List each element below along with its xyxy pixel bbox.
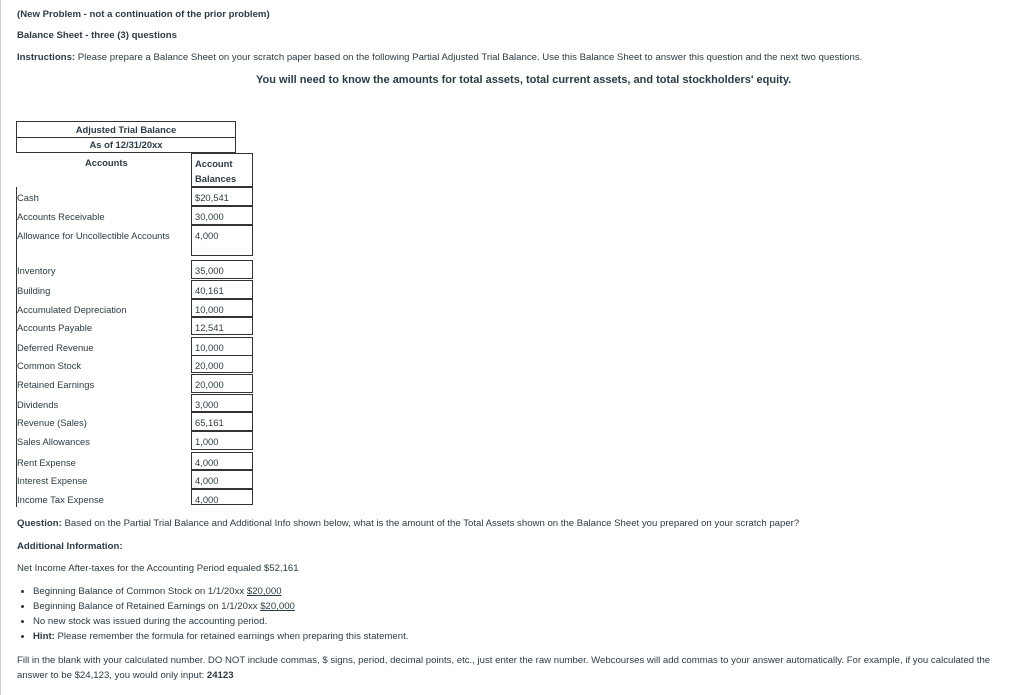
balances-header-line1: Account xyxy=(195,158,233,169)
account-balance: 10,000 xyxy=(191,299,253,317)
account-balance: 12,541 xyxy=(191,317,253,335)
account-name: Retained Earnings xyxy=(17,379,95,390)
account-balance: $20,541 xyxy=(191,187,253,206)
trial-balance-date: As of 12/31/20xx xyxy=(89,139,163,150)
account-name: Allowance for Uncollectible Accounts xyxy=(17,230,170,241)
account-name: Inventory xyxy=(17,265,56,276)
account-balance: 20,000 xyxy=(191,374,253,393)
account-balance: 4,000 xyxy=(191,489,253,505)
list-item: • Beginning Balance of Common Stock on 1/1/20xx $20,000 xyxy=(33,584,408,599)
question-text: Based on the Partial Trial Balance and Additional Info shown below, what is the amount of the Total Assets shown on the Balance Sheet you prepared on your scratch paper? xyxy=(61,518,800,529)
list-item: • Beginning Balance of Retained Earnings on 1/1/20xx $20,000 xyxy=(33,599,408,614)
account-name: Sales Allowances xyxy=(17,436,90,447)
account-balance: 3,000 xyxy=(191,394,253,412)
question xyxy=(17,518,799,529)
account-name: Deferred Revenue xyxy=(17,342,94,353)
fill-instructions xyxy=(17,653,1012,683)
emphasis-note: You will need to know the amounts for total assets, total current assets, and total stockholders' equity. xyxy=(256,74,792,86)
additional-info-label: Additional Information: xyxy=(17,541,123,552)
list-item: • No new stock was issued during the accounting period. xyxy=(33,614,408,629)
instructions-text: Please prepare a Balance Sheet on your scratch paper based on the following Partial Adjusted Trial Balance. Use this Balance Sheet to answer this question and the next two questions. xyxy=(75,52,863,63)
account-name: Building xyxy=(17,285,51,296)
account-name: Accounts Payable xyxy=(17,322,93,333)
instructions-label: Instructions: xyxy=(17,52,76,63)
section-title: Balance Sheet - three (3) questions xyxy=(17,30,177,41)
account-balance: 4,000 xyxy=(191,225,253,256)
list-item: • Hint: Please remember the formula for retained earnings when preparing this statement. xyxy=(33,629,408,644)
accounts-header: Accounts xyxy=(85,157,128,168)
balances-header xyxy=(191,153,253,187)
account-name: Interest Expense xyxy=(17,475,88,486)
account-name: Income Tax Expense xyxy=(17,494,104,505)
instructions xyxy=(17,52,862,63)
trial-balance-title: Adjusted Trial Balance xyxy=(75,124,177,135)
account-balance: 35,000 xyxy=(191,260,253,279)
account-name: Accounts Receivable xyxy=(17,211,105,222)
problem-note: (New Problem - not a continuation of the prior problem) xyxy=(17,9,270,20)
account-balance: 65,161 xyxy=(191,412,253,431)
balances-header-line2: Balances xyxy=(195,173,237,184)
account-name: Accumulated Depreciation xyxy=(17,304,127,315)
fill-example: 24123 xyxy=(206,670,234,681)
account-balance: 20,000 xyxy=(191,355,253,373)
account-name: Common Stock xyxy=(17,360,82,371)
account-balance: 30,000 xyxy=(191,206,253,225)
account-name: Revenue (Sales) xyxy=(17,417,87,428)
account-balance: 4,000 xyxy=(191,452,253,470)
account-balance: 10,000 xyxy=(191,337,253,356)
additional-info-list xyxy=(19,584,408,644)
account-name: Rent Expense xyxy=(17,457,76,468)
account-balance: 4,000 xyxy=(191,470,253,489)
question-label: Question: xyxy=(17,518,62,529)
fill-text: Fill in the blank with your calculated number. DO NOT include commas, $ signs, period, decimal points, etc., just enter the raw number. Webcourses will add commas to your answer automatically. For example, if you calculated the answer to be $24,123, you would only input: xyxy=(17,655,991,681)
account-balance: 1,000 xyxy=(191,431,253,450)
account-name: Dividends xyxy=(17,399,59,410)
net-income-note: Net Income After-taxes for the Accounting Period equaled $52,161 xyxy=(17,563,299,574)
account-balance: 40,161 xyxy=(191,280,253,299)
trial-balance-title-box xyxy=(16,121,236,153)
account-name: Cash xyxy=(17,192,39,203)
